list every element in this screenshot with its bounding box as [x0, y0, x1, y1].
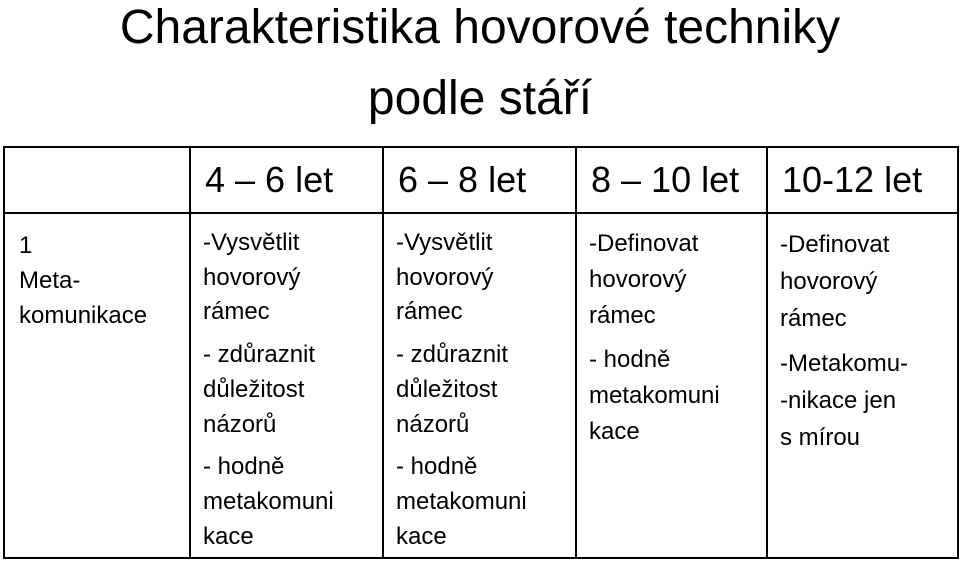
cell-line: -Vysvětlit: [203, 229, 300, 256]
cell-line: - hodně: [589, 346, 671, 373]
cell-line: metakomuni: [396, 487, 527, 515]
header-cell-empty: [4, 147, 190, 213]
header-cell-4-6: 4 – 6 let: [190, 147, 383, 213]
page-title-line-2: podle stáří: [367, 72, 593, 125]
cell-line: -nikace jen: [780, 387, 897, 414]
cell-10-12: [767, 213, 958, 558]
cell-8-10: [576, 213, 767, 558]
cell-line: kace: [203, 522, 254, 550]
table-row-metakomunikace: [4, 213, 958, 558]
cell-line: rámec: [589, 302, 656, 329]
cell-line: -Vysvětlit: [396, 229, 493, 256]
cell-line: hovorový: [780, 268, 878, 295]
cell-line: metakomuni: [203, 487, 334, 515]
row-label-cell: [4, 213, 190, 558]
cell-6-8: [383, 213, 576, 558]
cell-line: metakomuni: [589, 382, 720, 409]
header-cell-10-12: 10-12 let: [767, 147, 958, 213]
cell-line: názorů: [203, 410, 277, 438]
cell-line: - hodně: [203, 453, 285, 481]
cell-line: -Definovat: [589, 230, 699, 257]
row-label-number: 1: [19, 232, 33, 259]
cell-line: důležitost: [203, 375, 305, 403]
header-cell-6-8: 6 – 8 let: [383, 147, 576, 213]
cell-line: hovorový: [396, 263, 494, 291]
cell-line: rámec: [396, 298, 463, 326]
cell-line: - hodně: [396, 453, 478, 481]
table-header-row: [4, 147, 958, 213]
cell-line: rámec: [203, 298, 270, 326]
cell-line: kace: [396, 522, 447, 550]
row-label-line-1: Meta-: [19, 267, 81, 294]
cell-line: - zdůraznit: [396, 341, 509, 369]
cell-line: rámec: [780, 305, 847, 332]
header-cell-8-10: 8 – 10 let: [576, 147, 767, 213]
cell-line: názorů: [396, 410, 470, 438]
cell-line: kace: [589, 418, 640, 445]
cell-line: důležitost: [396, 375, 498, 403]
cell-line: - zdůraznit: [203, 341, 316, 369]
cell-line: hovorový: [203, 263, 301, 291]
age-comparison-table: [3, 146, 959, 559]
cell-4-6: [190, 213, 383, 558]
cell-line: hovorový: [589, 266, 687, 293]
cell-line: -Definovat: [780, 231, 890, 258]
row-label-line-2: komunikace: [19, 302, 148, 329]
cell-line: -Metakomu-: [780, 350, 909, 377]
page-title-line-1: Charakteristika hovorové techniky: [119, 1, 841, 54]
cell-line: s mírou: [780, 424, 861, 451]
